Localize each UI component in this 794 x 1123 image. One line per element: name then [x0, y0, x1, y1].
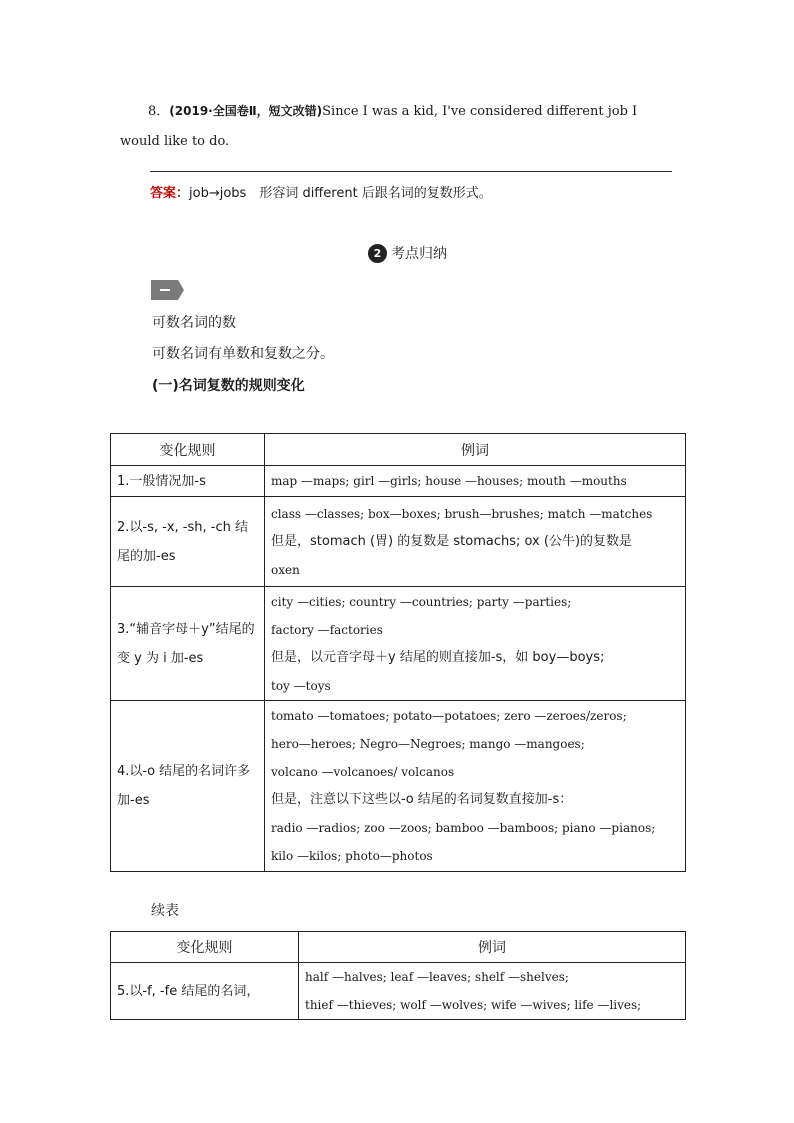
header-examples: 例词: [299, 932, 686, 963]
table-row: [111, 497, 686, 587]
example-line: radio —radios; zoo —zoos; bamboo —bamboos; piano —pianos;: [271, 821, 656, 835]
rule-cell: 2.以-s, -x, -sh, -ch 结尾的加-es: [111, 497, 265, 587]
example-line: city —cities; country —countries; party —parties;: [271, 594, 572, 609]
table-row: [111, 587, 686, 701]
intro-line: 可数名词有单数和复数之分。: [152, 346, 334, 362]
table-row: [111, 701, 686, 872]
header-examples: 例词: [265, 434, 686, 466]
question-text: Since I was a kid, I've considered different job I would like to do.: [120, 104, 638, 149]
example-line: oxen: [271, 562, 300, 577]
answer-label: 答案：: [150, 186, 190, 201]
example-note: 但是，stomach (胃) 的复数是 stomachs; ox (公牛)的复数是: [271, 533, 633, 549]
rule-cell: 1.一般情况加-s: [111, 466, 265, 497]
example-line: factory —factories: [271, 622, 383, 637]
example-line: volcano —volcanoes/ volcanos: [271, 765, 455, 779]
question-source: (2019·全国卷Ⅱ，短文改错): [169, 104, 323, 118]
section-title: 考点归纳: [391, 246, 447, 262]
answer-block: [150, 183, 492, 205]
rule-cell: 4.以-o 结尾的名词许多加-es: [111, 701, 265, 872]
example-line: half —halves; leaf —leaves; shelf —shelves;: [305, 970, 569, 984]
answer-content: job→jobs 形容词 different 后跟名词的复数形式。: [189, 186, 492, 201]
table-row: [111, 963, 686, 1020]
example-line: class —classes; box—boxes; brush—brushes; match —matches: [271, 506, 653, 521]
section-marker-dash: [160, 289, 170, 291]
example-line: map —maps; girl —girls; house —houses; mouth —mouths: [271, 474, 627, 488]
section-number-badge: 2: [368, 244, 387, 263]
rules-table: [110, 433, 686, 872]
intro-subheading: (一)名词复数的规则变化: [152, 378, 305, 394]
examples-cell: [265, 701, 686, 872]
examples-cell: [265, 587, 686, 701]
header-rule: 变化规则: [111, 434, 265, 466]
rule-cell: 5.以-f, -fe 结尾的名词，: [111, 963, 299, 1020]
table-header-row: [111, 932, 686, 963]
example-line: toy —toys: [271, 678, 331, 693]
examples-cell: [265, 497, 686, 587]
table-row: [111, 466, 686, 497]
example-line: kilo —kilos; photo—photos: [271, 849, 433, 863]
example-note: 但是，以元音字母＋y 结尾的则直接加-s，如 boy—boys;: [271, 649, 605, 665]
examples-cell: [265, 466, 686, 497]
example-line: tomato —tomatoes; potato—potatoes; zero —zeroes/zeros;: [271, 709, 627, 723]
question-number: 8．: [148, 104, 170, 119]
answer-rule-line: [150, 171, 672, 172]
question-8: [120, 96, 676, 157]
header-rule: 变化规则: [111, 932, 299, 963]
rules-table-continued: [110, 931, 686, 1020]
intro-heading: 可数名词的数: [152, 315, 236, 331]
example-note: 但是，注意以下这些以-o 结尾的名词复数直接加-s：: [271, 792, 573, 807]
examples-cell: [299, 963, 686, 1020]
rule-cell: 3.“辅音字母＋y”结尾的变 y 为 i 加-es: [111, 587, 265, 701]
continued-label: 续表: [151, 903, 179, 919]
example-line: thief —thieves; wolf —wolves; wife —wives; life —lives;: [305, 998, 642, 1012]
example-line: hero—heroes; Negro—Negroes; mango —mangoes;: [271, 737, 585, 751]
section-marker-one: [151, 280, 178, 300]
table-header-row: [111, 434, 686, 466]
section-badge: [368, 243, 447, 263]
